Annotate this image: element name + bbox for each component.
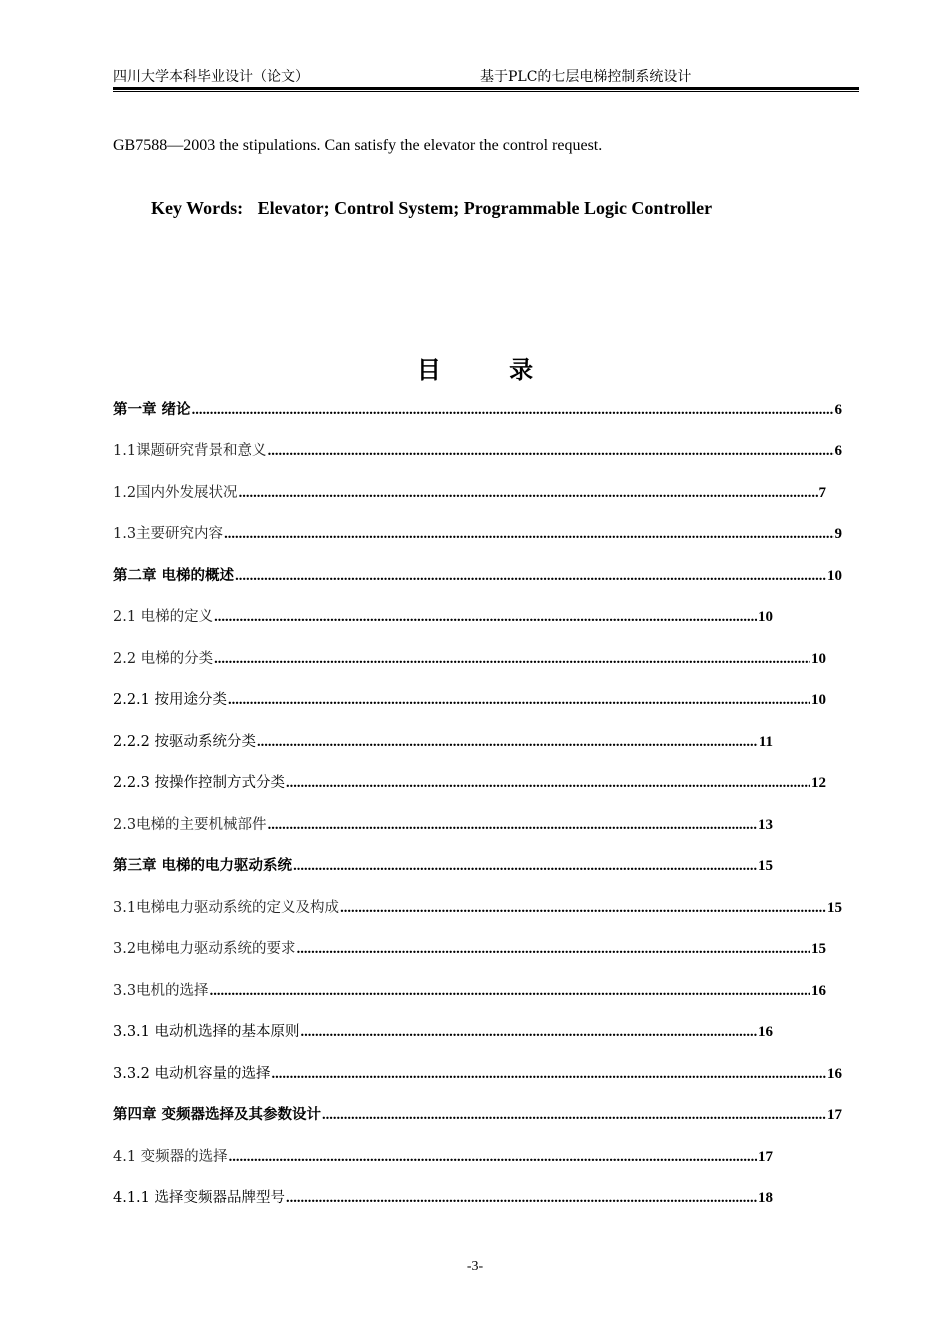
toc-entry-text: 2.1 电梯的定义	[113, 609, 214, 625]
toc-leader	[286, 1190, 757, 1207]
toc-entry-text: 2.2.3 按操作控制方式分类	[113, 775, 286, 791]
toc-leader	[297, 941, 810, 958]
toc-entry-text: 3.3.1 电动机选择的基本原则	[113, 1024, 300, 1040]
toc-entry-text: 2.2.1 按用途分类	[113, 692, 228, 708]
toc-leader	[214, 609, 757, 626]
toc-entry[interactable]	[113, 605, 773, 627]
toc-entry-text: 1.1课题研究背景和意义	[113, 443, 267, 459]
toc-entry-page: 12	[811, 775, 826, 791]
toc-leader	[214, 651, 810, 668]
toc-leader	[210, 983, 810, 1000]
toc-entry-page: 17	[758, 1149, 773, 1165]
toc-entry-page: 10	[758, 609, 773, 625]
toc-title: 目 录	[416, 355, 564, 384]
toc-leader	[229, 1149, 757, 1166]
toc-leader	[293, 858, 757, 875]
toc-entry-text: 2.2 电梯的分类	[113, 651, 214, 667]
toc-entry-text: 3.3电机的选择	[113, 983, 209, 999]
toc-entry-page: 18	[758, 1190, 773, 1206]
toc-entry[interactable]	[113, 937, 826, 959]
keywords-text: Elevator; Control System; Programmable Logic Controller	[257, 198, 713, 218]
toc-entry[interactable]	[113, 1145, 773, 1167]
toc-entry-text: 2.3电梯的主要机械部件	[113, 817, 267, 833]
toc-leader	[322, 1107, 826, 1124]
toc-entry-text: 3.2电梯电力驱动系统的要求	[113, 941, 296, 957]
toc-entry-page: 9	[834, 526, 842, 542]
toc-entry[interactable]	[113, 1186, 773, 1208]
toc-entry-page: 7	[818, 485, 826, 501]
toc-entry[interactable]	[113, 647, 826, 669]
toc-entry-text: 1.3主要研究内容	[113, 526, 224, 542]
toc-entry[interactable]	[113, 1020, 773, 1042]
toc-leader	[192, 402, 834, 419]
header-rule-thin	[113, 91, 859, 92]
toc-entry[interactable]	[113, 854, 773, 876]
toc-entry-text: 4.1.1 选择变频器品牌型号	[113, 1190, 286, 1206]
toc-entry-page: 10	[811, 651, 826, 667]
toc-entry-text: 3.3.2 电动机容量的选择	[113, 1066, 271, 1082]
toc-entry[interactable]	[113, 979, 826, 1001]
toc-entry-text: 3.1电梯电力驱动系统的定义及构成	[113, 900, 340, 916]
toc-leader	[235, 568, 826, 585]
toc-entry-page: 16	[811, 983, 826, 999]
toc-leader	[340, 900, 826, 917]
toc-entry-page: 16	[758, 1024, 773, 1040]
keywords-label: Key Words:	[151, 198, 244, 218]
toc-entry-text: 4.1 变频器的选择	[113, 1149, 228, 1165]
toc-entry-text: 第一章 绪论	[113, 401, 191, 418]
toc-entry-text: 第四章 变频器选择及其参数设计	[113, 1106, 322, 1123]
keywords	[151, 198, 712, 219]
header-university: 四川大学本科毕业设计（论文）	[113, 69, 309, 85]
header-thesis-title: 基于PLC的七层电梯控制系统设计	[480, 69, 692, 85]
toc-entry[interactable]	[113, 522, 842, 544]
toc-leader	[272, 1066, 826, 1083]
toc-entry-page: 15	[811, 941, 826, 957]
toc-entry-page: 15	[827, 900, 842, 916]
toc-entry-page: 10	[811, 692, 826, 708]
toc-entry[interactable]	[113, 439, 842, 461]
toc-entry[interactable]	[113, 896, 842, 918]
toc-entry[interactable]	[113, 564, 842, 586]
toc-entry[interactable]	[113, 1103, 842, 1125]
toc-entry-page: 17	[827, 1107, 842, 1123]
toc-leader	[224, 526, 833, 543]
toc-leader	[286, 775, 810, 792]
toc-entry[interactable]	[113, 481, 826, 503]
abstract-tail: GB7588—2003 the stipulations. Can satisfy the elevator the control request.	[113, 137, 603, 154]
page-header	[113, 66, 859, 86]
toc-leader	[257, 734, 758, 751]
toc-entry[interactable]	[113, 398, 842, 420]
toc-entry[interactable]	[113, 730, 773, 752]
toc-entry[interactable]	[113, 688, 826, 710]
toc-entry-page: 6	[834, 443, 842, 459]
toc-entry-page: 16	[827, 1066, 842, 1082]
toc-entry[interactable]	[113, 771, 826, 793]
toc-entry-page: 10	[827, 568, 842, 584]
toc-entry-page: 13	[758, 817, 773, 833]
toc-entry-page: 6	[834, 402, 842, 418]
toc-leader	[239, 485, 818, 502]
toc-entry-page: 15	[758, 858, 773, 874]
toc-leader	[228, 692, 810, 709]
toc-leader	[301, 1024, 757, 1041]
toc-entry-text: 第二章 电梯的概述	[113, 567, 235, 584]
toc-entry-text: 2.2.2 按驱动系统分类	[113, 734, 257, 750]
toc-entry-page: 11	[758, 734, 773, 750]
toc-entry[interactable]	[113, 813, 773, 835]
toc-entry[interactable]	[113, 1062, 842, 1084]
toc-entry-text: 1.2国内外发展状况	[113, 485, 238, 501]
toc-leader	[268, 443, 834, 460]
toc-leader	[268, 817, 757, 834]
page-number: -3-	[466, 1259, 484, 1274]
toc-entry-text: 第三章 电梯的电力驱动系统	[113, 857, 293, 874]
header-rule-thick	[113, 87, 859, 90]
